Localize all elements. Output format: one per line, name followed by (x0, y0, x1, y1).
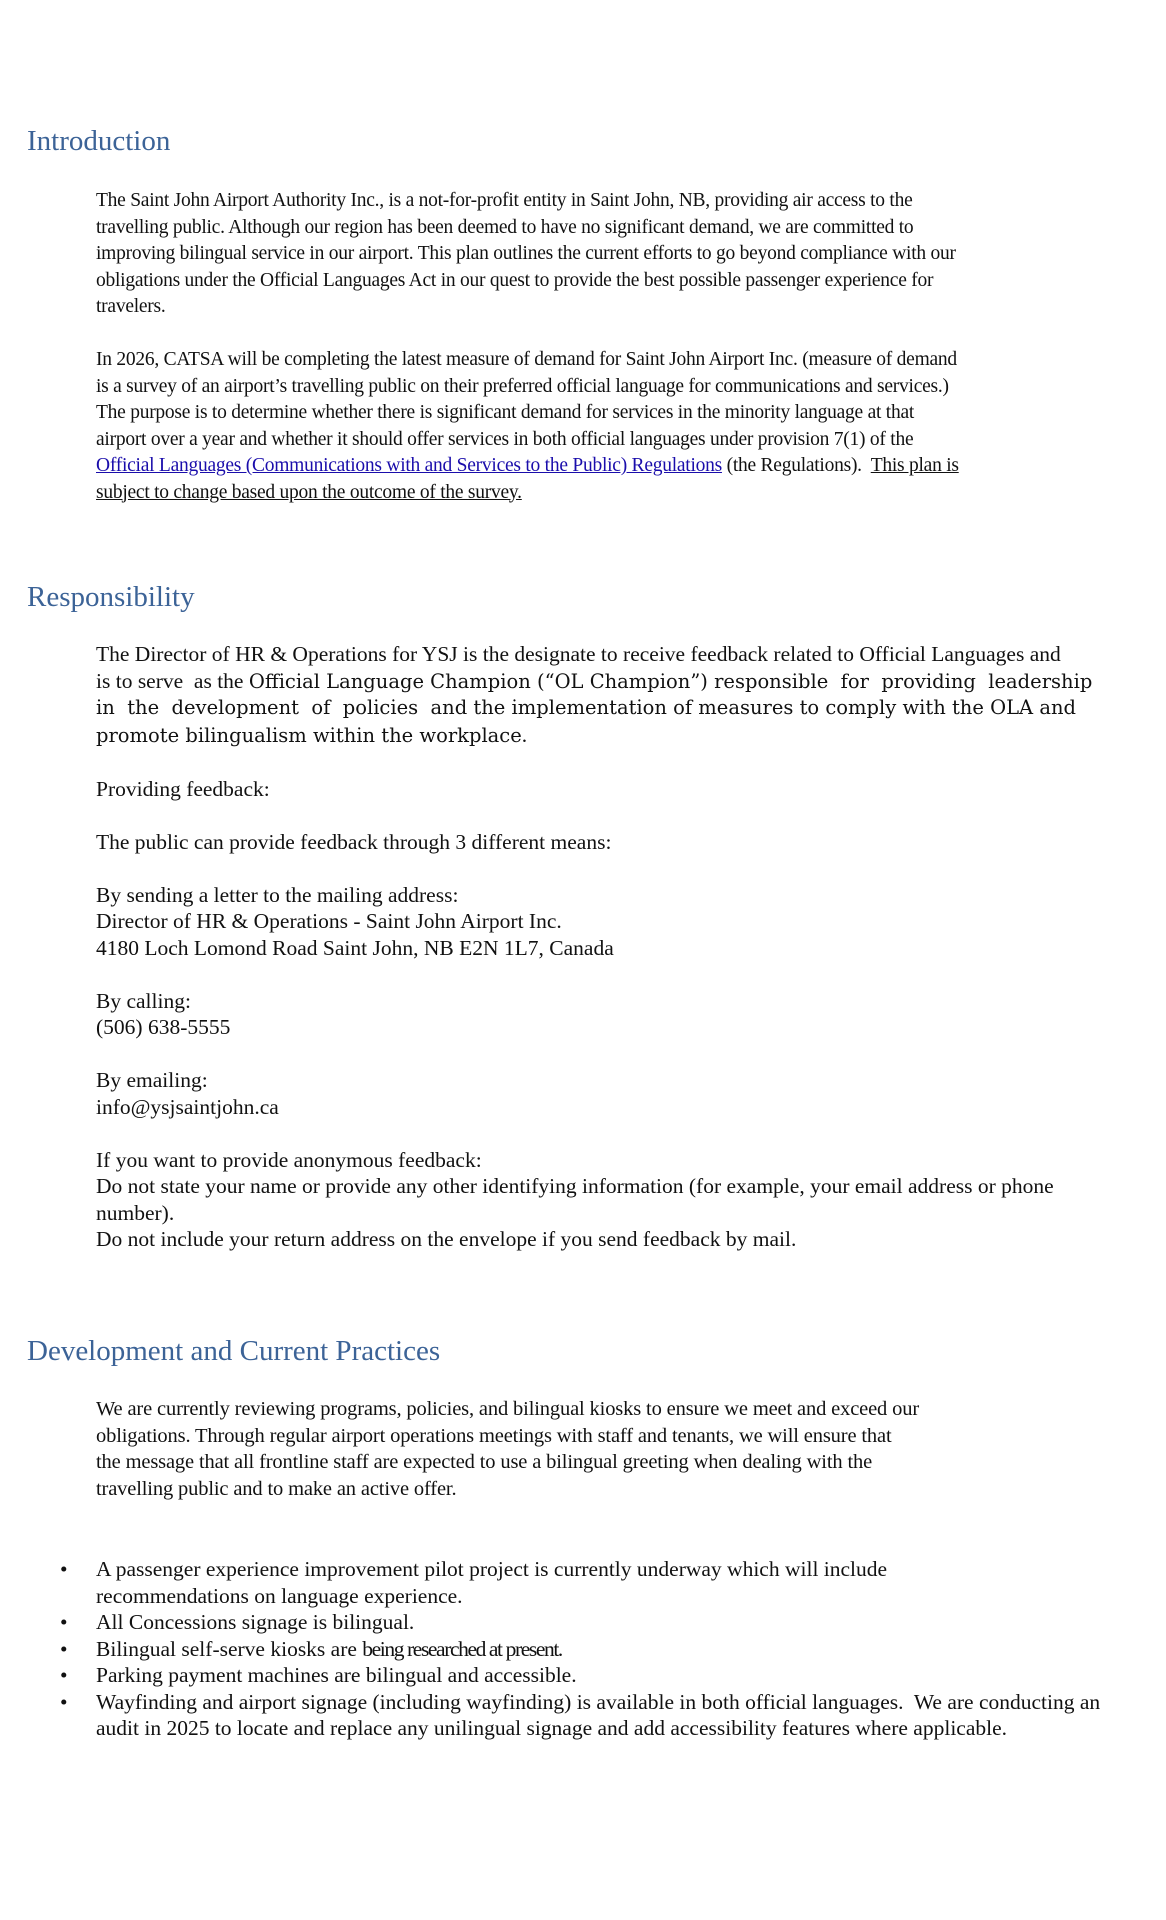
call-label: By calling: (96, 988, 191, 1013)
dev-line-2: obligations. Through regular airport operations meetings with staff and tenants, we will ensure that (96, 1424, 892, 1447)
phone-number: (506) 638-5555 (96, 1015, 231, 1039)
bullet-3-text (96, 1636, 1150, 1663)
dev-line-4: travelling public and to make an active offer. (96, 1477, 457, 1500)
list-item (60, 1609, 1150, 1636)
bullet-icon: • (60, 1636, 68, 1661)
responsibility-heading: Responsibility (27, 581, 195, 613)
introduction-paragraph-2 (96, 347, 1056, 506)
mail-address: 4180 Loch Lomond Road Saint John, NB E2N 1L7, Canada (96, 935, 614, 960)
survey-notice-part-1: This plan is (870, 455, 959, 476)
responsibility-body (96, 641, 1136, 1253)
providing-feedback-label: Providing feedback: (96, 776, 270, 801)
intro-p2-line-4: airport over a year and whether it should offer services in both official languages under provision 7(1) of the (96, 428, 914, 450)
bullet-3-part-2: being researched at present. (362, 1636, 562, 1661)
list-item (60, 1636, 1150, 1663)
bullet-3-part-1: Bilingual self-serve kiosks are (96, 1636, 363, 1661)
mail-recipient: Director of HR & Operations - Saint John Airport Inc. (96, 909, 562, 933)
champion-line-4-text: promote bilingualism within the workplace (96, 723, 522, 747)
bullet-5-line-1: Wayfinding and airport signage (including wayfinding) is available in both official languages. We are conducting an (96, 1689, 1101, 1714)
anonymous-line-2: number). (96, 1200, 175, 1225)
anonymous-label: If you want to provide anonymous feedback: (96, 1147, 482, 1172)
introduction-heading: Introduction (27, 125, 171, 157)
champion-line-2-rest: Official Language Champion (“OL Champion”) responsible for providing leadership (248, 669, 1093, 693)
bullet-1-line-2: recommendations on language experience. (96, 1583, 463, 1608)
bullet-icon: • (60, 1610, 68, 1634)
bullet-2-text: All Concessions signage is bilingual. (96, 1610, 415, 1634)
email-label: By emailing: (96, 1068, 208, 1092)
intro-p1-line-1: The Saint John Airport Authority Inc., is a not-for-profit entity in Saint John, NB, providing air access to the (96, 190, 913, 211)
bullet-1-line-1: A passenger experience improvement pilot project is currently underway which will include (96, 1557, 888, 1581)
intro-p2-line-1: In 2026, CATSA will be completing the latest measure of demand for Saint John Airport Inc. (measure of demand (96, 349, 957, 370)
intro-p2-line-2: is a survey of an airport’s travelling public on their preferred official language for communications and services.) (96, 375, 949, 397)
champion-line-2-prefix: is to serve as the (96, 668, 249, 693)
intro-p2-line-3: The purpose is to determine whether there is significant demand for services in the minority language at that (96, 402, 915, 423)
introduction-paragraph-1 (96, 188, 1056, 321)
feedback-means-intro: The public can provide feedback through 3 different means: (96, 829, 612, 854)
regulations-link[interactable]: Official Languages (Communications with and Services to the Public) Regulations (96, 455, 722, 476)
mail-label: By sending a letter to the mailing address: (96, 882, 459, 907)
intro-p1-line-4: obligations under the Official Languages Act in our quest to provide the best possible passenger experience for (96, 269, 934, 291)
intro-p1-line-3: improving bilingual service in our airport. This plan outlines the current efforts to go beyond compliance with our (96, 243, 956, 264)
bullet-icon: • (60, 1689, 68, 1714)
anonymous-line-3: Do not include your return address on the envelope if you send feedback by mail. (96, 1227, 797, 1251)
intro-p1-line-2: travelling public. Although our region has been deemed to have no significant demand, we are committed to (96, 216, 914, 238)
list-item (60, 1556, 1150, 1609)
bullet-icon: • (60, 1557, 68, 1581)
dev-line-1: We are currently reviewing programs, policies, and bilingual kiosks to ensure we meet and exceed our (96, 1398, 919, 1420)
bullet-5-line-2: audit in 2025 to locate and replace any unilingual signage and add accessibility features where applicable. (96, 1716, 1008, 1740)
champion-line-4 (96, 722, 1136, 750)
development-paragraph (96, 1396, 1096, 1502)
champion-line-3: in the development of policies and the implementation of measures to comply with the OLA and (96, 696, 1076, 719)
email-address: info@ysjsaintjohn.ca (96, 1094, 279, 1119)
development-heading: Development and Current Practices (27, 1335, 441, 1367)
champion-line-4-end: . (521, 722, 528, 747)
list-item (60, 1662, 1150, 1689)
champion-line-1: The Director of HR & Operations for YSJ is the designate to receive feedback related to Official Languages and (96, 642, 1061, 666)
survey-notice-part-2: subject to change based upon the outcome of the survey. (96, 481, 522, 503)
intro-p2-line-5 (96, 453, 1056, 480)
bullet-4-text: Parking payment machines are bilingual and accessible. (96, 1663, 577, 1687)
anonymous-line-1: Do not state your name or provide any other identifying information (for example, your email address or phone (96, 1174, 1054, 1198)
intro-p1-line-5: travelers. (96, 296, 166, 317)
list-item (60, 1689, 1150, 1742)
champion-line-2 (96, 668, 1136, 696)
bullet-icon: • (60, 1663, 68, 1687)
dev-line-3: the message that all frontline staff are expected to use a bilingual greeting when dealing with the (96, 1451, 873, 1473)
regulations-suffix: (the Regulations). (721, 455, 871, 476)
practices-list (60, 1556, 1150, 1742)
